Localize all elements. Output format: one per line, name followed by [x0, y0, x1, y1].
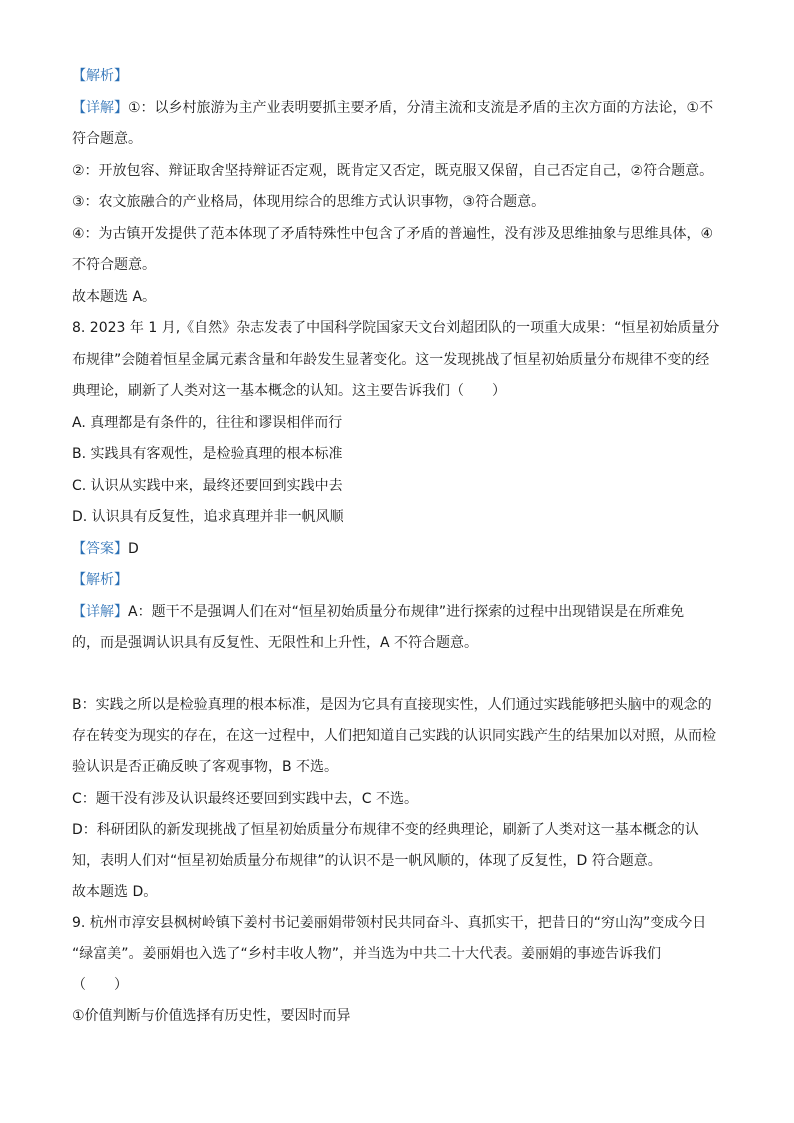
detail-line: ②：开放包容、辩证取舍坚持辩证否定观，既肯定又否定，既克服又保留，自己否定自己，②符合题意。 [72, 163, 714, 179]
option-b: B. 实践具有客观性，是检验真理的根本标准 [72, 446, 343, 462]
answer-tag: 【答案】 [72, 541, 128, 557]
question-8-stem: 布规律”会随着恒星金属元素含量和年龄发生显著变化。这一发现挑战了恒星初始质量分布规律不变的经 [72, 352, 710, 368]
detail-line: 存在转变为现实的存在，在这一过程中，人们把知道自己实践的认识同实践产生的结果加以对照，从而检 [72, 728, 716, 744]
analysis-heading [72, 570, 732, 590]
detail-text: ①：以乡村旅游为主产业表明要抓主要矛盾，分清主流和支流是矛盾的主次方面的方法论，①不 [128, 100, 714, 116]
option-a: A. 真理都是有条件的，往往和谬误相伴而行 [72, 415, 343, 431]
detail-line: 不符合题意。 [72, 257, 156, 273]
question-9-item: ①价值判断与价值选择有历史性，要因时而异 [72, 1008, 351, 1024]
conclusion-line: 故本题选 A。 [72, 289, 157, 305]
answer-value: D [128, 541, 139, 557]
detail-text: A：题干不是强调人们在对“恒星初始质量分布规律”进行探索的过程中出现错误是在所难免 [128, 604, 685, 620]
detail-line: C：题干没有涉及认识最终还要回到实践中去，C 不选。 [72, 791, 418, 807]
detail-tag: 【详解】 [72, 604, 128, 620]
analysis-tag: 【解析】 [72, 68, 128, 84]
detail-line: 验认识是否正确反映了客观事物，B 不选。 [72, 759, 339, 775]
question-8-stem: 8. 2023 年 1 月,《自然》杂志发表了中国科学院国家天文台刘超团队的一项重大成果：“恒星初始质量分 [72, 320, 720, 336]
answer-line [72, 539, 732, 559]
question-9-stem: 9. 杭州市淳安县枫树岭镇下姜村书记姜丽娟带领村民共同奋斗、真抓实干，把昔日的“穷山沟”变成今日 [72, 915, 707, 931]
question-8-stem: 典理论，刷新了人类对这一基本概念的认知。这主要告诉我们（ ） [72, 383, 506, 399]
option-d: D. 认识具有反复性，追求真理并非一帆风顺 [72, 509, 344, 525]
conclusion-line: 故本题选 D。 [72, 884, 158, 900]
detail-line: ③：农文旅融合的产业格局，体现用综合的思维方式认识事物，③符合题意。 [72, 194, 546, 210]
option-c: C. 认识从实践中来，最终还要回到实践中去 [72, 478, 343, 494]
detail-line: 知，表明人们对“恒星初始质量分布规律”的认识不是一帆风顺的，体现了反复性，D 符合题意。 [72, 853, 662, 869]
detail-line [72, 602, 732, 622]
detail-line: D：科研团队的新发现挑战了恒星初始质量分布规律不变的经典理论，刷新了人类对这一基本概念的认 [72, 822, 699, 838]
question-9-stem: “绿富美”。姜丽娟也入选了“乡村丰收人物”，并当选为中共二十大代表。姜丽娟的事迹告诉我们 [72, 946, 662, 962]
detail-line [72, 98, 732, 118]
analysis-tag: 【解析】 [72, 572, 128, 588]
detail-line: 符合题意。 [72, 131, 142, 147]
detail-tag: 【详解】 [72, 100, 128, 116]
detail-line: ④：为古镇开发提供了范本体现了矛盾特殊性中包含了矛盾的普遍性，没有涉及思维抽象与思维具体，④ [72, 226, 714, 242]
analysis-heading [72, 66, 732, 86]
detail-line: 的，而是强调认识具有反复性、无限性和上升性，A 不符合题意。 [72, 635, 479, 651]
detail-line: B：实践之所以是检验真理的根本标准，是因为它具有直接现实性，人们通过实践能够把头脑中的观念的 [72, 697, 712, 713]
question-9-stem: （ ） [72, 977, 128, 993]
